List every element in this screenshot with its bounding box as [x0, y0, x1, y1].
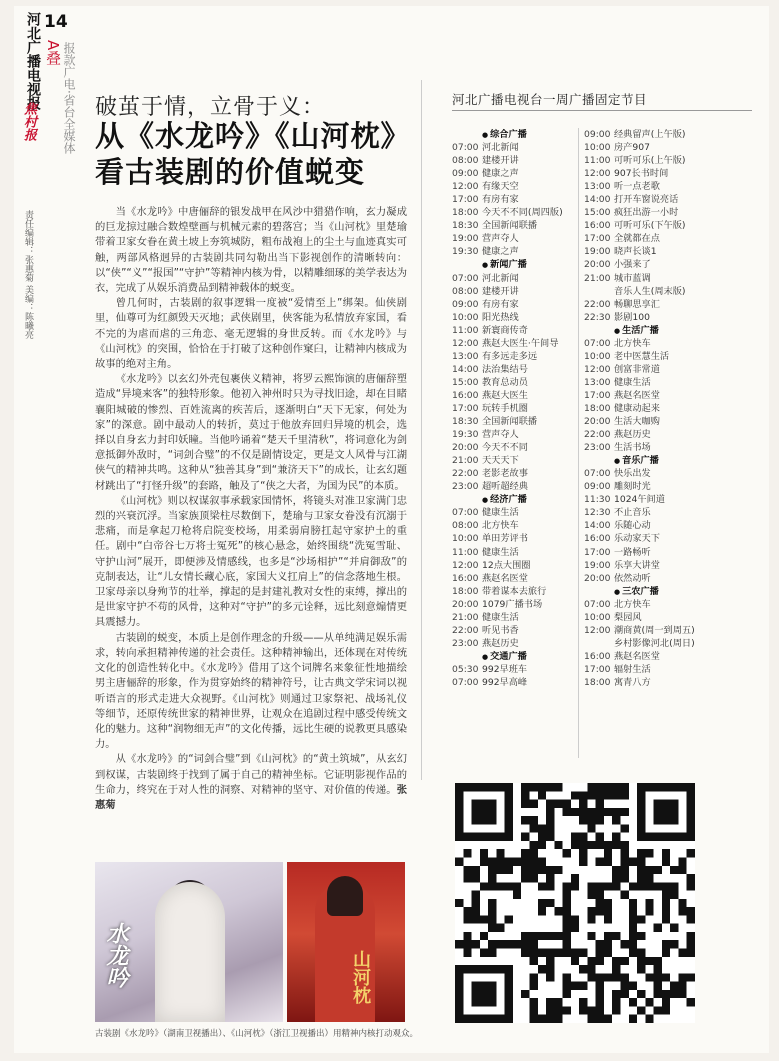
program-row [584, 559, 704, 572]
program-name: 乐动家天下 [614, 533, 660, 545]
schedule-title: 河北广播电视台一周广播固定节目 [452, 92, 648, 107]
program-row [584, 128, 704, 141]
program-name: 河北新闻 [482, 272, 519, 284]
paragraph-text: 从《水龙吟》的“词剑合璧”到《山河枕》的“黄土筑城”，从玄幻到权谋，古装剧终于找到了属于自己的精神坐标。它证明影视作品的生命力，终究在于对人性的洞察、对精神的坚守、对价值的传递。 [95, 753, 407, 796]
program-name: 辐射生活 [614, 663, 651, 675]
program-time: 13:00 [584, 376, 611, 388]
program-row [584, 141, 704, 154]
program-row [584, 232, 704, 245]
program-name: 北方快车 [614, 598, 651, 610]
program-time: 13:00 [452, 350, 479, 362]
program-row [584, 467, 704, 480]
program-row [584, 637, 704, 650]
program-row [452, 167, 574, 180]
program-name: 单田芳评书 [482, 533, 528, 545]
program-row [452, 337, 574, 350]
program-time: 19:00 [452, 233, 479, 245]
program-name: 雕刻时光 [614, 481, 651, 493]
program-name: 北方快车 [614, 337, 651, 349]
program-time: 16:00 [452, 572, 479, 584]
program-time: 22:30 [584, 311, 611, 323]
program-name: 依然动听 [614, 572, 651, 584]
program-name: 潮商黄(周一到周五) [614, 624, 695, 636]
program-name: 燕赵历史 [614, 429, 651, 441]
program-row [452, 193, 574, 206]
program-row [452, 676, 574, 689]
program-name: 全就都在点 [614, 233, 660, 245]
program-time: 12:00 [584, 363, 611, 375]
program-row [452, 546, 574, 559]
channel-header: ● 新闻广播 [452, 258, 574, 271]
program-time: 07:00 [452, 676, 479, 688]
channel-header: ● 经济广播 [452, 493, 574, 506]
program-time: 08:00 [452, 520, 479, 532]
channel-header: ● 生活广播 [584, 324, 704, 337]
program-row [452, 154, 574, 167]
program-time: 07:00 [584, 598, 611, 610]
program-name: 打开车窗说亮话 [614, 194, 679, 206]
program-name: 小强来了 [614, 259, 651, 271]
program-time: 19:00 [584, 559, 611, 571]
channel-header: ● 三农广播 [584, 585, 704, 598]
section-subtitle: 报款广电·省台全媒体 [62, 42, 76, 154]
qr-code [455, 783, 695, 1023]
program-time: 21:00 [452, 611, 479, 623]
program-time: 08:00 [452, 285, 479, 297]
program-time: 08:00 [452, 155, 479, 167]
program-name: 法治集结号 [482, 363, 528, 375]
program-name: 老中医慧生活 [614, 350, 670, 362]
program-row [584, 598, 704, 611]
photo-logo-left: 水龙吟 [103, 922, 129, 988]
program-row [452, 637, 574, 650]
program-row [584, 206, 704, 219]
program-name: 听见书香 [482, 624, 519, 636]
program-row [584, 676, 704, 689]
program-name: 建楼开讲 [482, 155, 519, 167]
program-row [452, 232, 574, 245]
paper-name: 河北广播电视报 [25, 12, 41, 110]
column-divider [421, 80, 422, 780]
program-row [584, 311, 704, 324]
program-name: 乡村影像河北(周日) [614, 637, 695, 649]
program-name: 健康动起来 [614, 402, 660, 414]
program-row [584, 402, 704, 415]
program-time: 21:00 [584, 272, 611, 284]
article-subtitle: 破茧于情，立骨于义： [95, 95, 326, 120]
program-time: 16:00 [584, 650, 611, 662]
program-row [584, 611, 704, 624]
program-name: 营声夺人 [482, 233, 519, 245]
program-row [584, 180, 704, 193]
program-row [584, 337, 704, 350]
program-row [584, 363, 704, 376]
program-time: 18:30 [452, 416, 479, 428]
program-row [584, 428, 704, 441]
program-name: 有房有家 [482, 194, 519, 206]
program-time: 17:00 [584, 663, 611, 675]
program-time: 19:30 [452, 429, 479, 441]
program-name: 907长书时间 [614, 168, 669, 180]
article-title-line2: 看古装剧的价值蜕变 [95, 155, 366, 189]
program-name: 生活书场 [614, 442, 651, 454]
program-row [452, 180, 574, 193]
program-time: 12:00 [584, 624, 611, 636]
program-time: 12:30 [584, 507, 611, 519]
program-name: 燕赵名医堂 [614, 389, 660, 401]
schedule-column-b [584, 128, 704, 689]
program-row [584, 389, 704, 402]
program-row [584, 245, 704, 258]
schedule-column-a [452, 128, 574, 689]
channel-header: ● 综合广播 [452, 128, 574, 141]
program-name: 河北新闻 [482, 142, 519, 154]
program-row [584, 650, 704, 663]
program-row [452, 624, 574, 637]
program-row [452, 141, 574, 154]
program-time: 12:00 [452, 337, 479, 349]
program-name: 健康之声 [482, 246, 519, 258]
program-name: 今天不不同 [482, 442, 528, 454]
program-row [452, 585, 574, 598]
program-name: 12点大围圈 [482, 559, 531, 571]
program-name: 燕赵名医堂 [614, 650, 660, 662]
program-name: 健康生活 [482, 546, 519, 558]
program-time: 20:00 [452, 442, 479, 454]
schedule-rule [452, 110, 752, 111]
program-row [452, 480, 574, 493]
program-row [452, 298, 574, 311]
program-row [584, 167, 704, 180]
program-time: 10:00 [584, 350, 611, 362]
program-row [452, 428, 574, 441]
program-time: 20:00 [584, 259, 611, 271]
program-time: 19:30 [452, 246, 479, 258]
program-name: 经典留声(上午版) [614, 129, 686, 140]
program-row [452, 206, 574, 219]
program-time: 12:00 [584, 168, 611, 180]
program-name: 建楼开讲 [482, 285, 519, 297]
program-name: 健康生活 [482, 611, 519, 623]
program-name: 今天不不同(周四版) [482, 207, 563, 219]
program-row [452, 598, 574, 611]
program-name: 北方快车 [482, 520, 519, 532]
program-time: 07:00 [452, 507, 479, 519]
program-name: 听一点老歌 [614, 181, 660, 193]
program-time: 18:00 [584, 676, 611, 688]
program-time: 12:00 [452, 181, 479, 193]
program-name: 带着谋本去旅行 [482, 585, 547, 597]
program-name: 可听可乐(下午版) [614, 220, 686, 232]
program-time: 22:00 [584, 298, 611, 310]
program-row [452, 519, 574, 532]
program-row [584, 441, 704, 454]
program-name: 992早班车 [482, 663, 528, 675]
program-time: 07:00 [452, 142, 479, 154]
program-time: 21:00 [452, 455, 479, 467]
program-row [452, 285, 574, 298]
program-time: 14:00 [584, 520, 611, 532]
program-row [584, 154, 704, 167]
program-time: 20:00 [584, 572, 611, 584]
program-row [584, 258, 704, 271]
photo-caption: 古装剧《水龙吟》（湖南卫视播出）、《山河枕》（浙江卫视播出）用精神内核打动观众。 [95, 1029, 419, 1039]
channel-header: ● 交通广播 [452, 650, 574, 663]
program-time: 11:00 [452, 546, 479, 558]
program-name: 有缘天空 [482, 181, 519, 193]
program-name: 营声夺人 [482, 429, 519, 441]
photo-shuilongyin [95, 862, 283, 1022]
program-name: 乐随心动 [614, 520, 651, 532]
program-time: 07:00 [452, 272, 479, 284]
program-time: 22:00 [452, 624, 479, 636]
program-row [584, 376, 704, 389]
program-name: 燕赵名医堂 [482, 572, 528, 584]
program-name: 燕赵大医生 [482, 389, 528, 401]
program-time: 10:00 [452, 533, 479, 545]
program-time: 10:00 [452, 311, 479, 323]
program-row [452, 376, 574, 389]
program-name: 1024午间道 [614, 494, 665, 506]
program-time: 17:00 [584, 233, 611, 245]
program-time: 20:00 [452, 598, 479, 610]
program-row [584, 350, 704, 363]
photo-logo-right: 山河枕 [350, 950, 371, 1004]
program-name: 乐享大讲堂 [614, 559, 660, 571]
program-time: 18:00 [584, 402, 611, 414]
program-time: 07:00 [584, 468, 611, 480]
program-time: 05:30 [452, 663, 479, 675]
program-name: 燕赵历史 [482, 637, 519, 649]
program-name: 全国新闻联播 [482, 220, 538, 232]
program-name: 疯狂出游一小时 [614, 207, 679, 219]
program-time: 11:00 [452, 324, 479, 336]
program-name: 一路畅听 [614, 546, 651, 558]
program-name: 影剧100 [614, 311, 650, 323]
program-row [584, 663, 704, 676]
program-name: 有多远走多远 [482, 350, 538, 362]
program-name: 超听超经典 [482, 481, 528, 493]
program-name: 新寰商传奇 [482, 324, 528, 336]
program-row [452, 663, 574, 676]
program-time: 20:00 [584, 416, 611, 428]
program-row [584, 415, 704, 428]
program-name: 创富非常道 [614, 363, 660, 375]
program-name: 阳光热线 [482, 311, 519, 323]
program-row [452, 532, 574, 545]
program-time: 14:00 [584, 194, 611, 206]
program-time: 18:00 [452, 207, 479, 219]
program-time: 10:00 [584, 142, 611, 154]
program-time: 17:00 [584, 389, 611, 401]
photo-shanhezhen [287, 862, 405, 1022]
paragraph: 当《水龙吟》中唐俪辞的银发战甲在风沙中猎猎作响，玄力凝成的巨龙掠过融合数煌壁画与机械元素的碧落宫；当《山河枕》里楚瑜带着卫家女眷在黄土坡上夯筑城防，粗布战袍上的尘土与血迹真实可触，两部风格迥异的古装剧共同勾勒出当下影视创作的清晰转向：以“侠”“义”“报国”“守护”等精神内核为骨，以精雕细琢的美学表达为衣，完成了从娱乐消费品到精神载体的蜕变。 [95, 206, 407, 295]
program-row [584, 519, 704, 532]
program-time: 17:00 [584, 546, 611, 558]
program-time: 11:00 [584, 155, 611, 167]
program-row [584, 532, 704, 545]
program-row [452, 350, 574, 363]
program-time: 18:30 [452, 220, 479, 232]
program-time: 22:00 [452, 468, 479, 480]
paragraph-last [95, 752, 407, 813]
program-time: 18:00 [452, 585, 479, 597]
program-time: 16:00 [584, 220, 611, 232]
program-name: 生活大咖购 [614, 416, 660, 428]
program-row [584, 506, 704, 519]
program-time: 10:00 [584, 611, 611, 623]
program-time: 16:00 [452, 389, 479, 401]
program-time: 12:00 [452, 559, 479, 571]
program-row [584, 572, 704, 585]
program-row [452, 611, 574, 624]
program-name: 老影老故事 [482, 468, 528, 480]
program-name: 全国新闻联播 [482, 416, 538, 428]
program-name: 房产907 [614, 142, 650, 154]
program-time: 23:00 [452, 481, 479, 493]
program-row [584, 298, 704, 311]
program-time: 15:00 [584, 207, 611, 219]
schedule-col-divider [578, 128, 579, 758]
program-row [584, 546, 704, 559]
author-name: 张惠菊 [95, 783, 407, 811]
program-name: 健康生活 [482, 507, 519, 519]
drama-photo [95, 862, 405, 1022]
program-name: 畅聊思享汇 [614, 298, 660, 310]
program-time: 15:00 [452, 376, 479, 388]
program-row [452, 572, 574, 585]
program-row [452, 389, 574, 402]
program-time: 09:00 [452, 298, 479, 310]
program-row [452, 402, 574, 415]
program-name: 1079广播书场 [482, 598, 543, 610]
article-title-line1: 从《水龙吟》《山河枕》 [95, 119, 411, 153]
program-name: 健康之声 [482, 168, 519, 180]
program-name: 晓声长谈1 [614, 246, 657, 258]
program-row [584, 272, 704, 285]
paragraph: 曾几何时，古装剧的叙事逻辑一度被“爱情至上”绑架。仙侠剧里，仙尊可为红颜毁天灭地；武侠剧里，侠客能为私情放弃家国，看不完的为虐而虐的三角恋、毫无逻辑的身世反转。而《水龙吟》与《山河枕》的突围，恰恰在于打破了这种创作窠臼，让精神内核成为故事的绝对主角。 [95, 297, 407, 371]
program-row [452, 219, 574, 232]
program-row [452, 245, 574, 258]
program-time: 09:00 [584, 129, 611, 140]
section-label: A叠 [44, 40, 62, 66]
program-row [452, 506, 574, 519]
program-name: 燕赵大医生·午间导 [482, 337, 559, 349]
program-row [452, 363, 574, 376]
article-title [95, 118, 425, 190]
program-row [584, 285, 704, 298]
program-time: 11:30 [584, 494, 611, 506]
program-name: 天天天下 [482, 455, 519, 467]
program-time: 23:00 [584, 442, 611, 454]
program-name: 不止音乐 [614, 507, 651, 519]
program-name: 梨园风 [614, 611, 642, 623]
program-time: 13:00 [584, 181, 611, 193]
paragraph: 《山河枕》则以权谋叙事承载家国情怀，将镜头对准卫家满门忠烈的兴衰沉浮。当家族顶梁柱尽数倒下，楚瑜与卫家女眷没有沉溺于悲痛，而是拿起刀枪将启院变校场，用柔弱肩膀扛起守家护土的重任。剧中“白帝谷七万将士冤死”的核心悬念，始终围绕“洗冤雪耻、守护山河”展开，即便涉及情感线，也多是“沙场相护”“并肩御敌”的克制表达，让“儿女情长藏心底，家国大义扛肩上”的信念落地生根。卫家母亲以身殉节的壮举，撑起的是封建礼教对女性的束缚，撑出的是世家守护不苟的风骨，这种对“守护”的多元诠释，远比刻意煽情更具震撼力。 [95, 494, 407, 629]
program-row [452, 311, 574, 324]
program-time: 16:00 [584, 533, 611, 545]
paragraph: 古装剧的蜕变，本质上是创作理念的升级——从单纯满足娱乐需求，转向承担精神传递的社会责任。这种精神输出，还体现在对传统文化的创造性转化中。《水龙吟》借用了这个词牌名来象征性地描绘男主唐俪辞的形象，作为贯穿始终的精神符号，让古典文学宋词以视听语言的形式走进大众视野。《山河枕》则通过卫家祭祀、战场礼仪等细节，还原传统世家的精神世界，让观众在追剧过程中感受传统文化的魅力。这种“润物细无声”的文化传播，远比生硬的说教更具感染力。 [95, 631, 407, 751]
program-name: 有房有家 [482, 298, 519, 310]
program-time: 07:00 [584, 337, 611, 349]
program-time: 19:00 [584, 246, 611, 258]
page-number: 14 [44, 12, 68, 32]
channel-header: ● 音乐广播 [584, 454, 704, 467]
program-row [584, 480, 704, 493]
program-row [584, 624, 704, 637]
program-name: 玩转手机圈 [482, 402, 528, 414]
program-time: 17:00 [452, 402, 479, 414]
program-time: 14:00 [452, 363, 479, 375]
program-row [584, 493, 704, 506]
program-time: 09:00 [584, 481, 611, 493]
program-name: 寓青八方 [614, 676, 651, 688]
program-name: 城市蓝调 [614, 272, 651, 284]
program-time: 17:00 [452, 194, 479, 206]
program-name: 教育总动员 [482, 376, 528, 388]
article-body [95, 205, 407, 813]
program-row [452, 415, 574, 428]
program-name: 音乐人生(周末版) [614, 285, 686, 297]
program-row [452, 441, 574, 454]
program-name: 992早高峰 [482, 676, 528, 688]
signature-logo: 焦村报 [21, 102, 36, 141]
program-time: 09:00 [452, 168, 479, 180]
program-row [452, 467, 574, 480]
editor-credits: 责任编辑：张惠菊 美编：陈曦亮 [23, 210, 33, 339]
program-row [452, 454, 574, 467]
program-name: 快乐出发 [614, 468, 651, 480]
program-row [452, 272, 574, 285]
program-row [452, 324, 574, 337]
program-name: 可听可乐(上午版) [614, 155, 686, 167]
program-row [584, 219, 704, 232]
program-name: 健康生活 [614, 376, 651, 388]
program-time: 22:00 [584, 429, 611, 441]
program-row [452, 559, 574, 572]
program-row [584, 193, 704, 206]
program-time: 23:00 [452, 637, 479, 649]
paragraph: 《水龙吟》以玄幻外壳包裹侠义精神，将罗云熙饰演的唐俪辞塑造成“异境来客”的独特形象。他初入神州时只为寻找旧途，却在目睹襄阳城破的惨烈、百姓流离的疾苦后，逐渐明白“天下无家，何处为家”的深意。剧中最动人的转折，莫过于他放弃回归异境的机会，选择以自身玄力封印妖瞳。当他吟诵着“楚天千里清秋”，将词意化为剑意抵御外敌时，“词剑合璧”的不仅是剧情设定，更是文人风骨与江湖侠气的精神共鸣。这种从“独善其身”到“兼济天下”的成长，让玄幻题材跳出了“打怪升级”的套路，触及了“侠之大者，为国为民”的本质。 [95, 373, 407, 492]
